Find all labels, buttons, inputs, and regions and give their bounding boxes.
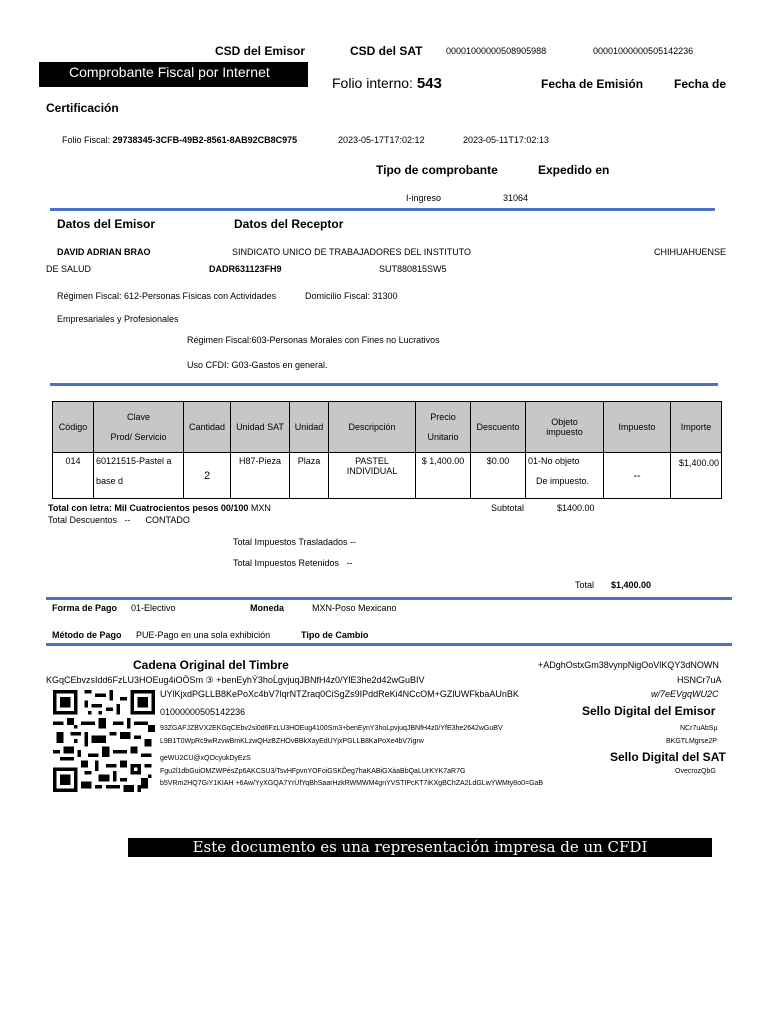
col-cantidad: Cantidad — [184, 402, 231, 453]
fecha-cert-value: 2023-05-11T17:02:13 — [463, 135, 549, 145]
cell-precio — [416, 453, 471, 499]
regimen-emisor: Régimen Fiscal: 612-Personas Físicas con Actividades — [57, 291, 277, 301]
cell-precio-text: $ 1,400.00 — [421, 456, 465, 466]
receptor-name-3: DE SALUD — [46, 264, 92, 274]
cadena-line-2: UYlKjxdPGLLB8KePoXc4bV7lqrNTZraq0CiSgZs9IPddReKi4NCcOM+GZlUWFkbaAUnBK — [160, 689, 519, 699]
sello-emisor-label: Sello Digital del Emisor — [582, 704, 716, 718]
divider-payment — [46, 643, 732, 646]
cell-descripcion — [329, 453, 416, 499]
csd-emisor-label: CSD del Emisor — [215, 44, 306, 58]
total-letra-label: Total con letra: — [48, 503, 112, 513]
tipo-comprobante-value: I-ingreso — [406, 193, 442, 203]
subtotal-label: Subtotal — [491, 503, 525, 513]
impuestos-trasladados: Total Impuestos Trasladados -- — [233, 537, 357, 547]
expedido-label: Expedido en — [538, 163, 610, 177]
subtotal-value: $1400.00 — [557, 503, 595, 513]
col-clave-line1: Clave — [126, 412, 150, 422]
col-precio — [416, 402, 471, 453]
uso-cfdi: Uso CFDI: G03-Gastos en general. — [187, 360, 328, 370]
regimen-receptor: Régimen Fiscal:603-Personas Morales con Fines no Lucrativos — [187, 335, 440, 345]
receptor-label: Datos del Receptor — [234, 217, 344, 231]
cell-unidad — [290, 453, 329, 499]
folio-label: Folio interno: — [332, 75, 413, 91]
cadena-right-3: w/7eEVgqWU2C — [651, 689, 719, 699]
emisor-label: Datos del Emisor — [57, 217, 156, 231]
col-impuesto: Impuesto — [604, 402, 671, 453]
receptor-name-2: CHIHUAHUENSE — [654, 247, 727, 257]
col-precio-line2: Unitario — [427, 432, 459, 442]
sello-sat-right: OvecrozQbG — [675, 768, 716, 775]
folio-interno — [332, 75, 442, 92]
col-descuento: Descuento — [471, 402, 526, 453]
col-descripcion: Descripción — [329, 402, 416, 453]
col-clave-line2: Prod/ Servicio — [110, 432, 167, 442]
cell-codigo — [53, 453, 94, 499]
csd-emisor-value: 00001000000508905988 — [446, 46, 547, 56]
cadena-original-label: Cadena Original del Timbre — [133, 658, 289, 672]
folio-fiscal-label: Folio Fiscal: — [62, 135, 111, 145]
total-letra — [48, 503, 271, 513]
moneda-value: MXN-Poso Mexicano — [312, 603, 397, 613]
metodo-pago-label: Método de Pago — [52, 630, 122, 640]
col-codigo: Código — [53, 402, 94, 453]
cell-importe-text: $1,400.00 — [678, 458, 719, 468]
fecha-emision-value: 2023-05-17T17:02:12 — [338, 135, 425, 145]
col-precio-line1: Precio — [430, 412, 456, 422]
domicilio-fiscal: Domicilio Fiscal: 31300 — [305, 291, 398, 301]
divider-middle — [50, 383, 718, 386]
fecha-cert-label-2: Certificación — [46, 101, 119, 115]
sello-sat-line-3: b5VRm2HQ7GiY1KIAH +6Aw/YyXGQA7YrUfYqBhSaarHzkRWMWM4gnYVSTIPcKT7iKXgBChZA2LdGLwYWMty8o0=GaB — [160, 780, 544, 787]
cadena-line-1: KGqCEbvzsIdd6FzLU3HOEug4iOÖSm ③ +benEyhÝ3hoĹgvjuqJBNfH4z0/YlE3he2d42wGuBIV — [46, 675, 425, 685]
total-label: Total — [575, 580, 595, 590]
title-banner — [39, 62, 308, 87]
cadena-line-3: 01000000505142236 — [160, 707, 246, 717]
total-descuentos: Total Descuentos -- CONTADO — [48, 515, 190, 525]
cell-importe — [671, 453, 722, 499]
cell-clave-line1: 60121515-Pastel a — [96, 456, 172, 466]
cell-unidad-sat — [231, 453, 290, 499]
cell-objeto-line1: 01-No objeto — [528, 456, 580, 466]
qr-code-icon — [50, 690, 158, 792]
cell-objeto — [526, 453, 604, 499]
cfdi-footer-banner: Este documento es una representación impresa de un CFDI — [128, 838, 712, 857]
cell-cantidad: 2 — [184, 453, 231, 499]
col-importe: Importe — [671, 402, 722, 453]
cell-unidad-sat-text: H87-Pieza — [238, 456, 282, 466]
forma-pago-label: Forma de Pago — [52, 603, 118, 613]
cell-descuento — [471, 453, 526, 499]
cell-objeto-line2: De impuesto. — [536, 476, 590, 486]
receptor-name: SINDICATO UNICO DE TRABAJADORES DEL INSTITUTO — [232, 247, 472, 257]
sello-sat-line-2: Fgu2l1dbGuiOMZWPésZp6AKCSU3/TsvHFpvnYOFoiGSKĎeg7haKABiGXàaBbQaLUrKYK7aR7G — [160, 768, 466, 775]
tipo-comprobante-label: Tipo de comprobante — [376, 163, 498, 177]
receptor-rfc: SUT880815SW5 — [379, 264, 447, 274]
forma-pago-value: 01-Electivo — [131, 603, 176, 613]
total-value: $1,400.00 — [611, 580, 652, 590]
cell-unidad-text: Plaza — [297, 456, 321, 466]
table-header-row — [53, 402, 722, 453]
col-unidad: Unidad — [290, 402, 329, 453]
col-clave — [94, 402, 184, 453]
col-objeto-line2: impuesto — [546, 427, 583, 437]
folio-fiscal — [62, 135, 297, 145]
sello-emisor-line-1: 93ZGAFJZBVX2EKGqCEbv2si0d6FzLU3HOEug4100Sm3+benEynY3hoLpvjuqJBNfH4z0/YfE3he2642wGuBV — [160, 725, 503, 732]
cell-codigo-text: 014 — [65, 456, 81, 466]
cell-descuento-text: $0.00 — [486, 456, 510, 466]
impuestos-retenidos: Total Impuestos Retenidos -- — [233, 558, 353, 568]
table-row — [53, 453, 722, 499]
moneda-label: Moneda — [250, 603, 285, 613]
total-letra-value: Mil Cuatrocientos pesos 00/100 — [114, 503, 249, 513]
sello-sat-line-1: geWU2CU@xQOcyukDyEzS — [160, 755, 251, 762]
folio-fiscal-value: 29738345-3CFB-49B2-8561-8AB92CB8C975 — [112, 135, 298, 145]
csd-sat-label: CSD del SAT — [350, 44, 423, 58]
col-objeto — [526, 402, 604, 453]
total-letra-currency: MXN — [250, 503, 271, 513]
metodo-pago-value: PUE-Pago en una sola exhibición — [136, 630, 271, 640]
cell-clave — [94, 453, 184, 499]
emisor-name: DAVID ADRIAN BRAO — [57, 247, 151, 257]
fecha-cert-label: Fecha de — [674, 77, 727, 91]
items-table — [52, 401, 722, 499]
divider-top — [50, 208, 715, 211]
col-objeto-line1: Objeto — [551, 417, 578, 427]
sello-emisor-right-1: NCr7uAbSµ — [680, 725, 718, 732]
divider-totals — [46, 597, 732, 600]
cell-descripcion-text: PASTEL INDIVIDUAL — [346, 456, 398, 476]
folio-value: 543 — [416, 75, 442, 92]
col-unidad-sat: Unidad SAT — [231, 402, 290, 453]
emisor-rfc: DADR631123FH9 — [209, 264, 282, 274]
title-banner-text: Comprobante Fiscal por Internet — [69, 64, 270, 80]
fecha-emision-label: Fecha de Emisión — [541, 77, 644, 91]
cadena-right-2: HSNCr7uA — [677, 675, 722, 685]
sello-emisor-right-2: BKGTLMgrse2P — [666, 738, 717, 745]
cell-impuesto: -- — [604, 453, 671, 499]
sello-emisor-line-2: L9B1T0WpRc9wRzvwBmKLzwQHzBZHOvBBkXayEdUYjxPGLLB8KaPoXe4bV7igrw — [160, 738, 424, 745]
csd-sat-value: 00001000000505142236 — [593, 46, 694, 56]
tipo-cambio-label: Tipo de Cambio — [301, 630, 369, 640]
sello-sat-label: Sello Digital del SAT — [610, 750, 726, 764]
regimen-emisor-2: Empresariales y Profesionales — [57, 314, 179, 324]
cell-clave-line2: base d — [96, 476, 124, 486]
cadena-right-1: +ADghOstxGm38vynpNigOoVlKQY3dNOWN — [538, 660, 719, 670]
expedido-value: 31064 — [503, 193, 529, 203]
